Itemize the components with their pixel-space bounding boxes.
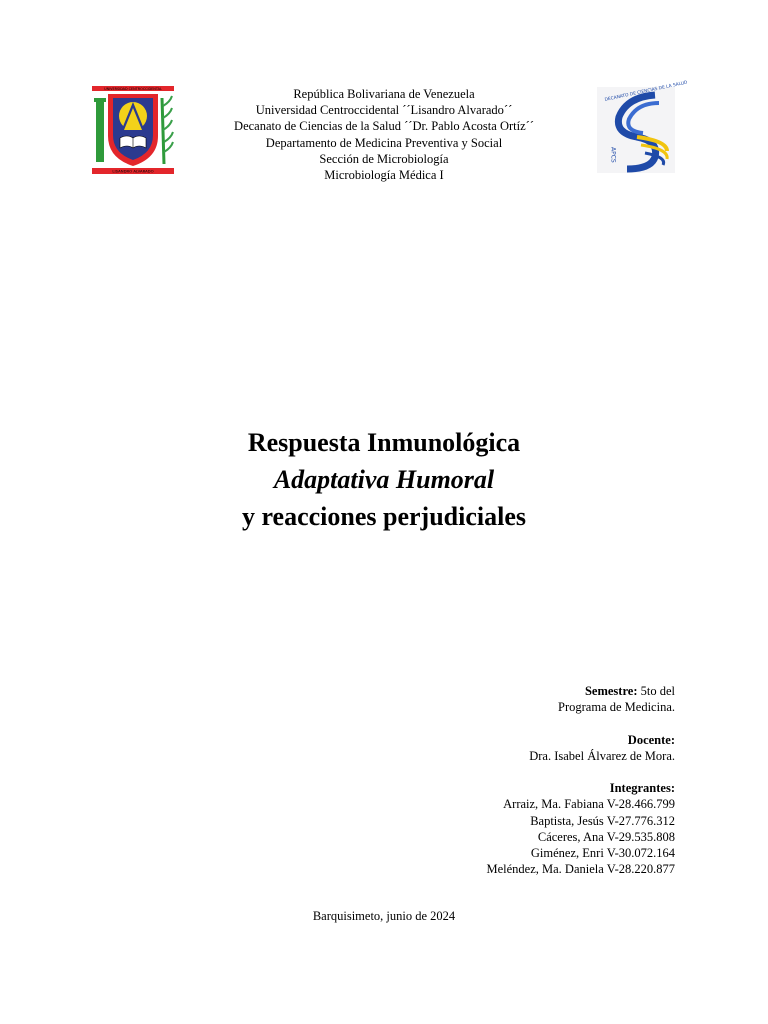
integrante-item: Baptista, Jesús V-27.776.312 xyxy=(530,813,675,828)
info-block xyxy=(315,683,675,877)
integrante-item: Giménez, Enri V-30.072.164 xyxy=(530,846,675,860)
integrante-item: Meléndez, Ma. Daniela V-28.220.877 xyxy=(486,862,675,877)
logo-left-top-text: UNIVERSIDAD CENTROCCIDENTAL xyxy=(104,87,162,91)
dcs-logo-icon xyxy=(597,80,688,173)
title-line-2: Adaptativa Humoral xyxy=(273,465,495,494)
title-line-1: Respuesta Inmunológica xyxy=(247,428,521,457)
semestre-label: Semestre: xyxy=(584,684,638,698)
semestre-value: 5to del xyxy=(640,684,675,698)
header-line-decanato: Decanato de Ciencias de la Salud ´´Dr. Pablo Acosta Ortíz´´ xyxy=(234,119,534,134)
header-line-section: Sección de Microbiología xyxy=(319,151,449,166)
header-line-department: Departamento de Medicina Preventiva y Social xyxy=(265,135,503,150)
docente-value: Dra. Isabel Álvarez de Mora. xyxy=(529,748,675,763)
header-line-university: Universidad Centroccidental ´´Lisandro Alvarado´´ xyxy=(255,103,513,118)
integrantes-label: Integrantes: xyxy=(609,781,675,796)
title-line-3: y reacciones perjudiciales xyxy=(241,502,527,531)
header-line-course: Microbiología Médica I xyxy=(324,168,444,183)
docente-label: Docente: xyxy=(627,732,675,747)
place-date: Barquisimeto, junio de 2024 xyxy=(312,909,456,923)
document-title xyxy=(134,424,634,535)
semestre-value-2: Programa de Medicina. xyxy=(558,700,675,715)
integrante-item: Arraiz, Ma. Fabiana V-28.466.799 xyxy=(503,797,675,812)
logo-left-bottom-text: LISANDRO ALVARADO xyxy=(112,168,154,174)
header-line-country: República Bolivariana de Venezuela xyxy=(293,87,475,101)
docente-line xyxy=(315,732,675,748)
logo-right-letters: APCS xyxy=(609,147,617,163)
institution-header xyxy=(184,86,584,183)
ucla-logo-icon xyxy=(92,86,174,174)
integrantes-line xyxy=(315,780,675,796)
semestre-line xyxy=(315,683,675,699)
integrante-item: Cáceres, Ana V-29.535.808 xyxy=(537,829,675,844)
logo-right-text: DECANATO DE CIENCIAS DE LA SALUD xyxy=(604,80,688,103)
